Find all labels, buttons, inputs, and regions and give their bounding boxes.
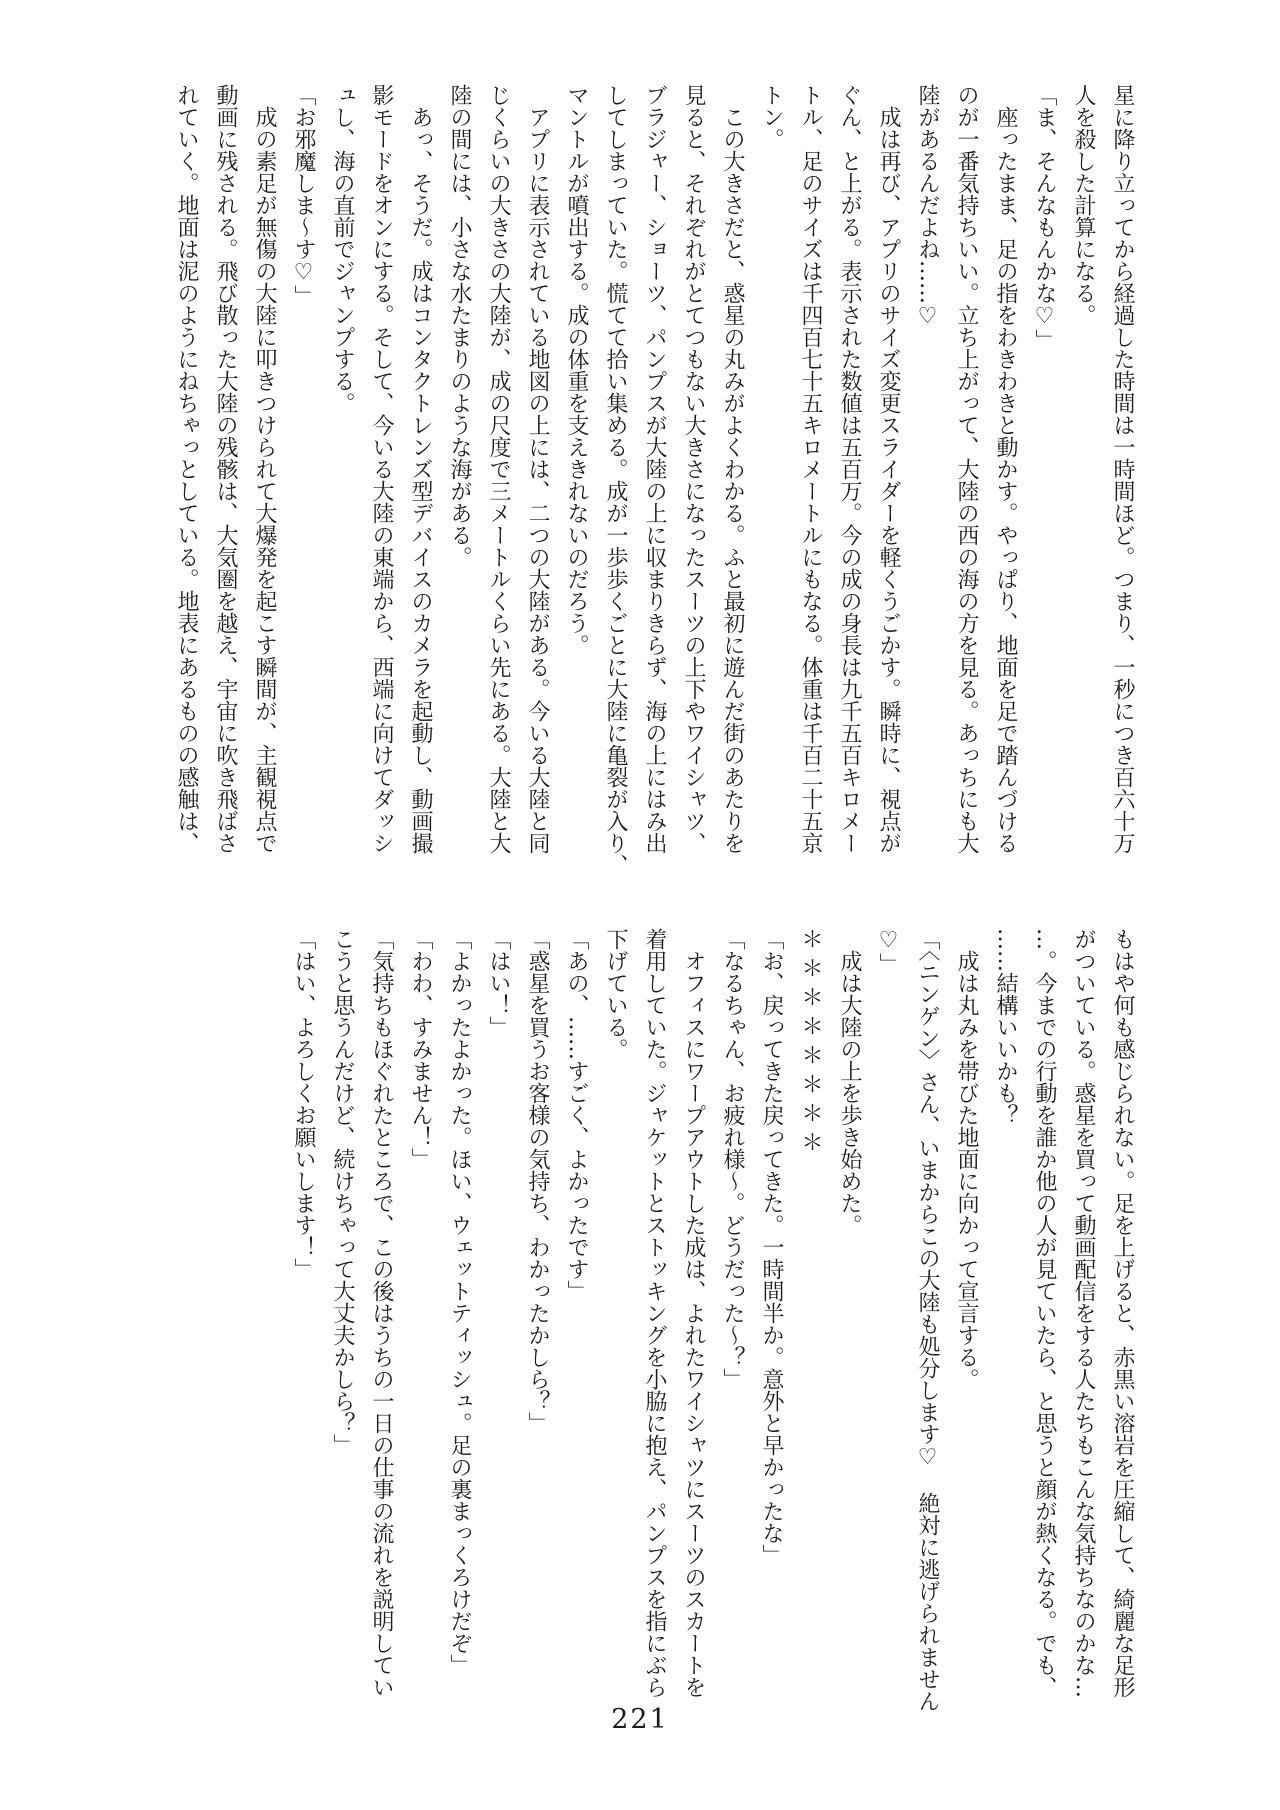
text-line: じくらいの大きさの大陸が、成の尺度で三メートルくらい先にある。大陸と大 — [486, 84, 511, 854]
text-line: ブラジャー、ショーツ、パンプスが大陸の上に収まりきらず、海の上にはみ出 — [642, 84, 667, 854]
text-block-bottom — [284, 928, 1142, 1712]
text-line: 「ま、そんなもんかな♡」 — [1032, 84, 1057, 351]
text-line: マントルが噴出する。成の体重を支えきれないのだろう。 — [564, 84, 589, 656]
text-line: 「〈ニンゲン〉さん、いまからこの大陸も処分します♡ 絶対に逃げられません — [915, 928, 940, 1712]
text-line: 成は再び、アプリのサイズ変更スライダーを軽くうごかす。瞬時に、視点が — [876, 84, 901, 854]
text-line: 成は大陸の上を歩き始めた。 — [837, 928, 862, 1236]
text-line: 成は丸みを帯びた地面に向かって宣言する。 — [954, 928, 979, 1390]
text-line: 見ると、それぞれがとてつもない大きさになったスーツの上下やワイシャツ、 — [681, 84, 706, 854]
text-line: してしまっていた。慌てて拾い集める。成が一歩歩くごとに大陸に亀裂が入り、 — [603, 84, 628, 876]
text-line: 動画に残される。飛び散った大陸の残骸は、大気圏を越え、宇宙に吹き飛ばさ — [213, 84, 238, 854]
text-line: 陸の間には、小さな水たまりのような海がある。 — [447, 84, 472, 568]
text-line: トン。 — [759, 84, 784, 150]
text-line: 人を殺した計算になる。 — [1071, 84, 1096, 326]
text-line: のが一番気持ちいい。立ち上がって、大陸の西の海の方を見る。あっちにも大 — [954, 84, 979, 854]
text-line: 「お、戻ってきた戻ってきた。一時間半か。意外と早かったな」 — [759, 928, 784, 1566]
text-line: こうと思うんだけど、続けちゃって大丈夫かしら？」 — [330, 928, 355, 1456]
text-line: 陸があるんだよね……♡ — [915, 84, 940, 329]
text-line: 「あの、……すごく、よかったです」 — [564, 928, 589, 1302]
text-block-top — [167, 84, 1142, 876]
text-line: 着用していた。ジャケットとストッキングを小脇に抱え、パンプスを指にぶら — [642, 928, 667, 1698]
text-line: 「わわ、すみません！」 — [408, 928, 433, 1170]
text-line: 「気持ちもほぐれたところで、この後はうちの一日の仕事の流れを説明してい — [369, 928, 394, 1698]
text-line: 影モードをオンにする。そして、今いる大陸の東端から、西端に向けてダッシ — [369, 84, 394, 854]
section-separator-asterisks: ＊＊＊＊＊＊＊＊ — [798, 928, 823, 1160]
text-line: アプリに表示されている地図の上には、二つの大陸がある。今いる大陸と同 — [525, 84, 550, 854]
text-line: 成の素足が無傷の大陸に叩きつけられて大爆発を起こす瞬間が、主観視点で — [252, 84, 277, 854]
text-line: トル、足のサイズは千四百七十五キロメートルにもなる。体重は千百二十五京 — [798, 84, 823, 854]
text-line: ……結構いいかも？ — [993, 928, 1018, 1126]
text-line: 「なるちゃん、お疲れ様〜。どうだった〜？」 — [720, 928, 745, 1390]
text-line: ュし、海の直前でジャンプする。 — [330, 84, 355, 414]
text-line: 「惑星を買うお客様の気持ち、わかったかしら？」 — [525, 928, 550, 1434]
text-line: れていく。地面は泥のようにねちゃっとしている。地表にあるものの感触は、 — [174, 84, 199, 854]
text-line: 下げている。 — [603, 928, 628, 1060]
text-line: 座ったまま、足の指をわきわきと動かす。やっぱり、地面を足で踏んづける — [993, 84, 1018, 854]
text-line: …。今までの行動を誰か他の人が見ていたら、と思うと顔が熱くなる。でも、 — [1032, 928, 1057, 1698]
text-line: あっ、そうだ。成はコンタクトレンズ型デバイスのカメラを起動し、動画撮 — [408, 84, 433, 854]
text-line: 「よかったよかった。ほい、ウェットティッシュ。足の裏まっくろけだぞ」 — [447, 928, 472, 1676]
text-line: ♡」 — [876, 928, 901, 975]
text-line: がついている。惑星を買って動画配信をする人たちもこんな気持ちなのかな… — [1071, 928, 1096, 1698]
text-line: 「はい、よろしくお願いします！」 — [291, 928, 316, 1280]
page-number: 221 — [611, 1704, 669, 1735]
text-line: オフィスにワープアウトした成は、よれたワイシャツにスーツのスカートを — [681, 928, 706, 1698]
text-line: 「お邪魔しま〜す♡」 — [291, 84, 316, 307]
text-line: この大きさだと、惑星の丸みがよくわかる。ふと最初に遊んだ街のあたりを — [720, 84, 745, 854]
text-line: 星に降り立ってから経過した時間は一時間ほど。つまり、一秒につき百六十万 — [1110, 84, 1135, 854]
text-line: 「はい！」 — [486, 928, 511, 1038]
text-line: もはや何も感じられない。足を上げると、赤黒い溶岩を圧縮して、綺麗な足形 — [1110, 928, 1135, 1698]
text-line: ぐん、と上がる。表示された数値は五百万。今の成の身長は九千五百キロメー — [837, 84, 862, 854]
